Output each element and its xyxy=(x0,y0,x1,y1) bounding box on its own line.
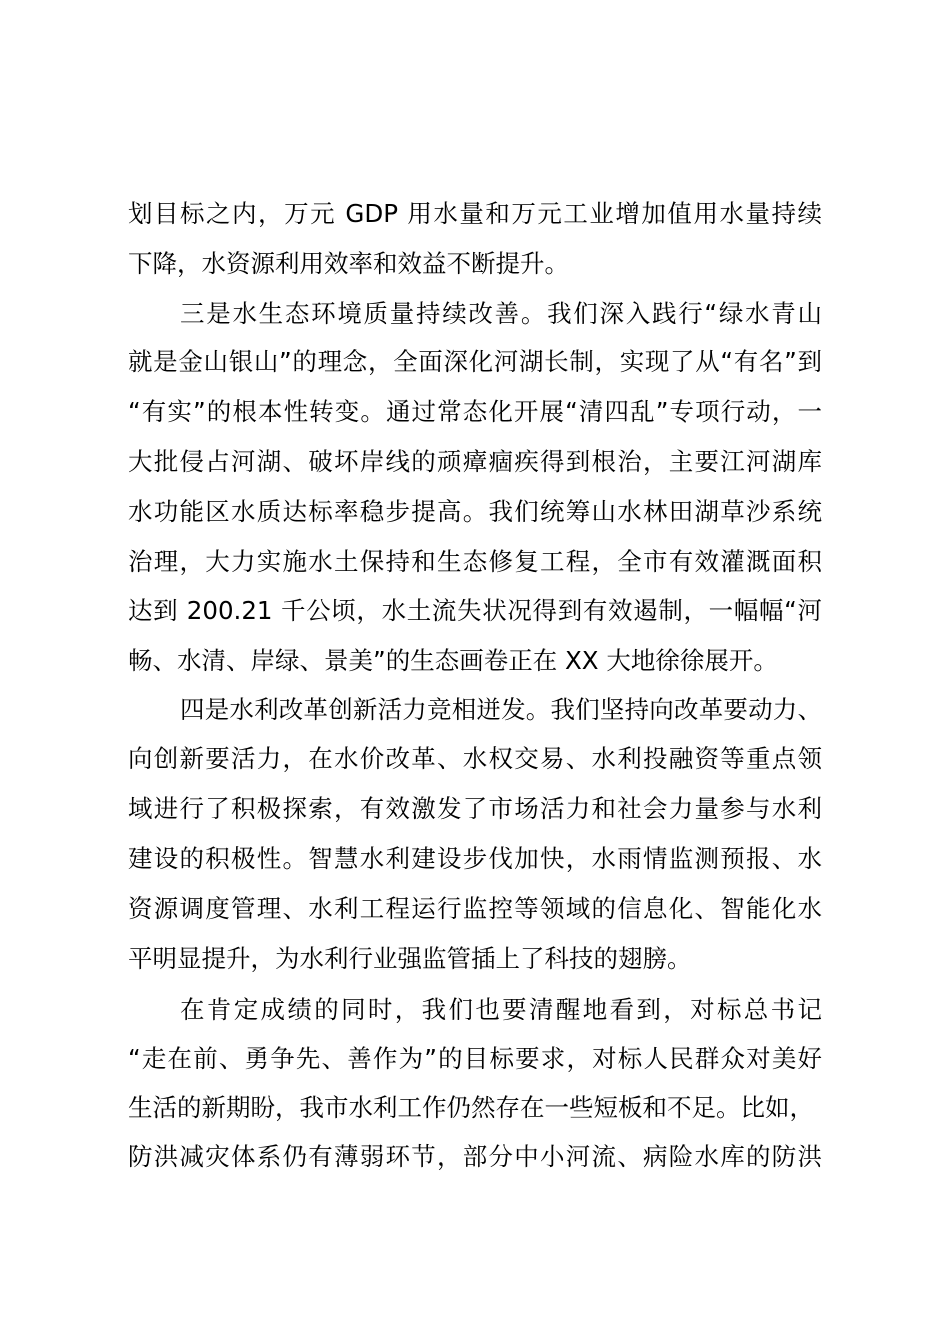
text-line: 向创新要活力，在水价改革、水权交易、水利投融资等重点领 xyxy=(128,744,822,773)
text-line: “有实”的根本性转变。通过常态化开展“清四乱”专项行动，一 xyxy=(128,397,822,426)
text-line: “走在前、勇争先、善作为”的目标要求，对标人民群众对美好 xyxy=(128,1044,822,1073)
text-line: 水功能区水质达标率稳步提高。我们统筹山水林田湖草沙系统 xyxy=(128,497,822,526)
text-line: 生活的新期盼，我市水利工作仍然存在一些短板和不足。比如， xyxy=(128,1093,814,1122)
text-line: 在肯定成绩的同时，我们也要清醒地看到，对标总书记 xyxy=(180,995,822,1024)
text-line: 平明显提升，为水利行业强监管插上了科技的翅膀。 xyxy=(128,944,692,973)
text-line: 防洪减灾体系仍有薄弱环节，部分中小河流、病险水库的防洪 xyxy=(128,1142,822,1171)
text-line: 畅、水清、岸绿、景美”的生态画卷正在 XX 大地徐徐展开。 xyxy=(128,646,778,675)
text-line: 划目标之内，万元 GDP 用水量和万元工业增加值用水量持续 xyxy=(128,199,822,228)
text-line: 资源调度管理、水利工程运行监控等领域的信息化、智能化水 xyxy=(128,894,822,923)
text-line: 建设的积极性。智慧水利建设步伐加快，水雨情监测预报、水 xyxy=(128,844,822,873)
text-line: 下降，水资源利用效率和效益不断提升。 xyxy=(128,249,569,278)
text-line: 就是金山银山”的理念，全面深化河湖长制，实现了从“有名”到 xyxy=(128,347,822,376)
text-line: 达到 200.21 千公顷，水土流失状况得到有效遏制，一幅幅“河 xyxy=(128,596,822,625)
text-line: 三是水生态环境质量持续改善。我们深入践行“绿水青山 xyxy=(180,299,822,328)
text-line: 治理，大力实施水土保持和生态修复工程，全市有效灌溉面积 xyxy=(128,547,822,576)
text-line: 大批侵占河湖、破坏岸线的顽瘴痼疾得到根治，主要江河湖库 xyxy=(128,447,822,476)
text-line: 四是水利改革创新活力竞相迸发。我们坚持向改革要动力、 xyxy=(180,695,822,724)
text-line: 域进行了积极探索，有效激发了市场活力和社会力量参与水利 xyxy=(128,794,822,823)
